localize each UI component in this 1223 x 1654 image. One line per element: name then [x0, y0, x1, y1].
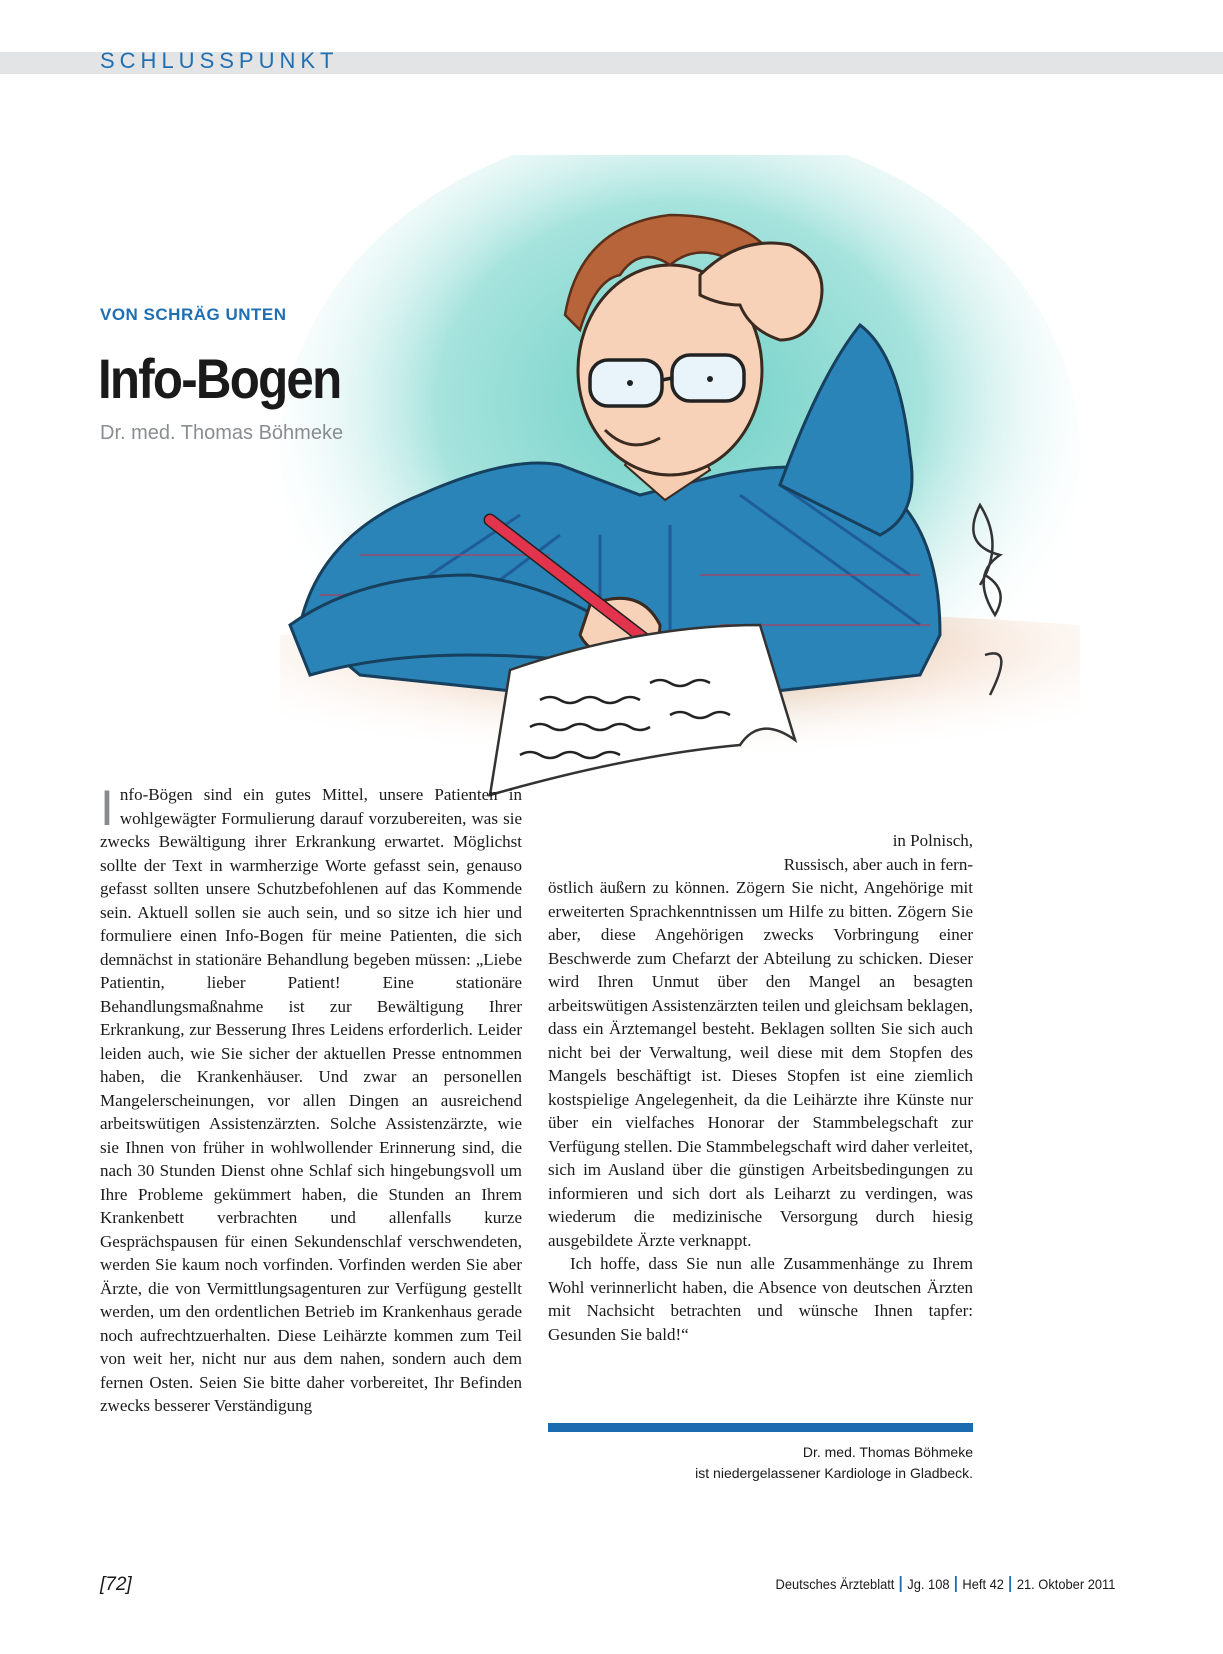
paragraph-lead: Russisch, aber auch in fern- — [783, 854, 973, 874]
article-kicker: VON SCHRÄG UNTEN — [100, 305, 287, 324]
paragraph-lead: in Polnisch, — [892, 831, 973, 850]
issue-date: 21. Oktober 2011 — [1016, 1576, 1115, 1592]
footer-separator — [955, 1576, 957, 1592]
author-bio — [548, 1442, 973, 1484]
body-column-right — [548, 829, 973, 1346]
paragraph-text: nfo-Bögen sind ein gutes Mittel, unsere Patienten in wohlgewägter Formulierung darauf vorzubereiten, was sie zwecks Bewältigung ihrer Erkrankung erwartet. Möglichst sollte der Text in warmherzige Worte gefasst sein, genauso gefasst sollten unsere Schutzbefohlenen auf das Kommende sein. Aktuell sollen sie auch sein, und so sitze ich hier und formuliere einen Info-Bogen für meine Patienten, die sich demnächst in stationäre Behandlung begeben müssen: „Liebe Patientin, lieber Patient! Eine stationäre Behandlungsmaßnahme ist zur Bewältigung Ihrer Erkrankung, zur Besserung Ihres Leidens erforderlich. Leider leiden auch, wie Sie sicher der aktuellen Presse entnommen haben, die Krankenhäuser. Und zwar an personellen Mangelerscheinungen, vor allen Dingen an ausreichend arbeitswütigen Assistenzärzten. Solche Assistenzärzte, wie sie Ihnen von früher in wohlwollender Erinnerung sind, die nach 30 Stunden Dienst ohne Schlaf sich hingebungsvoll um Ihre Probleme gekümmert haben, die Stunden an Ihrem Krankenbett verbrachten und allenfalls kurze Gesprächspausen für einen Sekundenschlaf verschwendeten, werden Sie kaum noch vorfinden. Vorfinden werden Sie aber Ärzte, die von Vermittlungsagenturen zur Verfügung gestellt werden, um den ordentlichen Betrieb im Krankenhaus gerade noch aufrechtzuerhalten. Diese Leihärzte kommen zum Teil von weit her, nicht nur aus dem nahen, sondern auch dem fernen Osten. Seien Sie bitte daher vorbereitet, Ihr Befinden zwecks besserer Verständigung — [100, 785, 522, 1415]
footer-separator — [1009, 1576, 1011, 1592]
drop-cap: I — [100, 780, 114, 836]
paragraph: Ich hoffe, dass Sie nun alle Zusammenhänge zu Ihrem Wohl verinnerlicht haben, die Absence von deutschen Ärzten mit Nachsicht betrachten und wünsche Ihnen tapfer: Gesunden Sie bald!“ — [548, 1254, 973, 1344]
article-author: Dr. med. Thomas Böhmeke — [100, 422, 344, 444]
body-column-left — [100, 780, 522, 1418]
issue: Heft 42 — [962, 1576, 1004, 1592]
publication-footer — [775, 1576, 1115, 1592]
journal-name: Deutsches Ärzteblatt — [775, 1576, 894, 1592]
bio-name: Dr. med. Thomas Böhmeke — [802, 1444, 973, 1460]
page-number: [72] — [100, 1574, 132, 1595]
footer-separator — [900, 1576, 902, 1592]
cartoon-illustration — [220, 155, 1105, 875]
bio-text: ist niedergelassener Kardiologe in Gladbeck. — [695, 1465, 973, 1481]
paragraph: östlich äußern zu können. Zögern Sie nicht, Angehörige mit erweiterten Sprachkenntnissen um Hilfe zu bitten. Zögern Sie aber, diese Angehörigen zwecks Vorbringung einer Beschwerde zum Chefarzt der Abteilung zu schicken. Dieser wird Ihren Unmut über den Mangel an besagten arbeitswütigen Assistenzärzten teilen und gleichsam beklagen, dass ein Ärztemangel besteht. Beklagen sollten Sie sich auch nicht bei der Verwaltung, weil diese mit dem Stopfen des Mangels beschäftigt ist. Dieses Stopfen ist eine ziemlich kostspielige Angelegenheit, da die Leihärzte ihre Künste nur über ein vielfaches Honorar der Stammbelegschaft zur Verfügung stellen. Die Stammbelegschaft wird daher verleitet, sich im Ausland über die günstigen Arbeitsbedingungen zu informieren und sich dort als Leiharzt zu verdingen, was wiederum die medizinische Versorgung durch hiesig ausgebildete Ärzte verknappt. — [548, 878, 973, 1250]
paragraph — [100, 780, 522, 1418]
volume: Jg. 108 — [906, 1576, 950, 1592]
article-title: Info-Bogen — [98, 347, 341, 410]
section-label: SCHLUSSPUNKT — [100, 48, 339, 73]
bio-divider — [548, 1423, 973, 1432]
